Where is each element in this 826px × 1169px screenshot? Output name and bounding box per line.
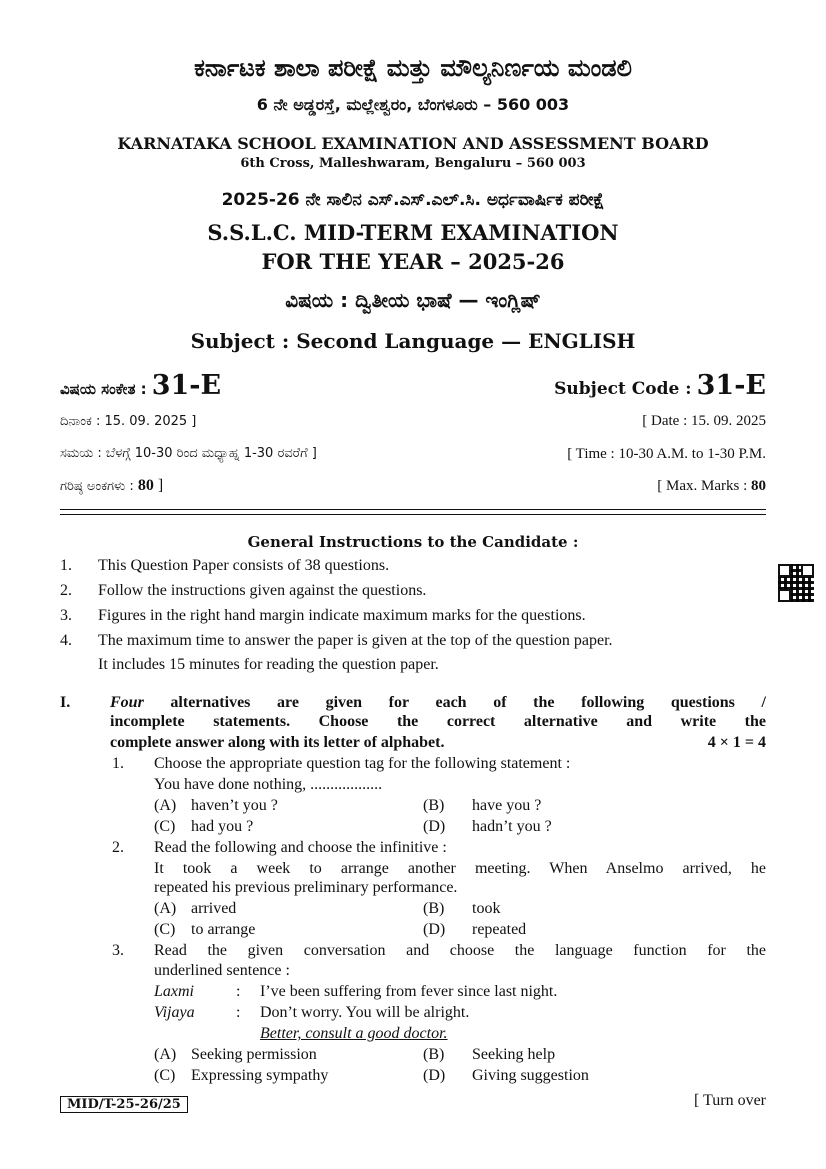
q1-option-b: have you ? <box>472 797 542 814</box>
q1-option-a: haven’t you ? <box>191 797 278 814</box>
turn-over: [ Turn over <box>693 1092 766 1109</box>
q2-option-a-letter: (A) <box>154 900 177 917</box>
board-name-kannada: ಕರ್ನಾಟಕ ಶಾಲಾ ಪರೀಕ್ಷೆ ಮತ್ತು ಮೌಲ್ಯನಿರ್ಣಯ ಮಂಡಲಿ <box>194 54 632 82</box>
q2-option-d-letter: (D) <box>423 921 446 938</box>
max-marks-kannada <box>60 475 163 495</box>
max-marks-kannada-bracket: ] <box>153 477 164 494</box>
q2-number: 2. <box>112 839 124 856</box>
instruction-1-num: 1. <box>60 557 72 574</box>
instruction-2-num: 2. <box>60 582 72 599</box>
q3-option-c-letter: (C) <box>154 1067 176 1084</box>
instruction-4-text: The maximum time to answer the paper is given at the top of the question paper. <box>98 632 613 649</box>
q3-line-laxmi: I’ve been suffering from fever since last night. <box>260 983 558 1000</box>
q2-option-a: arrived <box>191 900 237 917</box>
board-address-english: 6th Cross, Malleshwaram, Bengaluru – 560 003 <box>240 156 586 171</box>
section-heading-line2: incomplete statements. Choose the correct alternative and write the <box>110 713 766 730</box>
q3-option-c: Expressing sympathy <box>191 1067 329 1084</box>
subject-code-english-label: Subject Code : <box>554 379 692 399</box>
q1-option-d: hadn’t you ? <box>472 818 552 835</box>
q2-option-c: to arrange <box>191 921 256 938</box>
section-number: I. <box>60 694 71 711</box>
max-marks-english-value: 80 <box>751 478 766 494</box>
instruction-1-text: This Question Paper consists of 38 questions. <box>98 557 390 574</box>
subject-code-value: 31-E <box>151 370 222 401</box>
q3-option-b: Seeking help <box>472 1046 556 1063</box>
section-heading-line1 <box>110 694 766 712</box>
q3-colon-2: : <box>236 1004 241 1021</box>
q1-option-c: had you ? <box>191 818 254 835</box>
instruction-2-text: Follow the instructions given against the questions. <box>98 582 427 599</box>
instruction-4-continued: It includes 15 minutes for reading the question paper. <box>98 656 439 673</box>
subject-code-kannada <box>60 370 221 401</box>
time-kannada: ಸಮಯ : ಬೆಳಗ್ಗೆ 10-30 ರಿಂದ ಮಧ್ಯಾಹ್ನ 1-30 ರವರೆಗೆ ] <box>60 446 317 461</box>
max-marks-english <box>657 475 766 495</box>
q3-speaker-vijaya: Vijaya <box>154 1004 195 1021</box>
q3-prompt-line1: Read the given conversation and choose the language function for the <box>154 942 766 959</box>
subject-code-value-english: 31-E <box>696 370 766 401</box>
max-marks-kannada-label: ಗರಿಷ್ಠ ಅಂಕಗಳು : <box>60 479 138 494</box>
subject-code-english <box>554 370 766 401</box>
q3-underlined-sentence <box>260 1025 448 1043</box>
q3-option-d-letter: (D) <box>423 1067 446 1084</box>
q3-option-b-letter: (B) <box>423 1046 445 1063</box>
q3-option-d: Giving suggestion <box>472 1067 589 1084</box>
q1-prompt: Choose the appropriate question tag for the following statement : <box>154 755 571 772</box>
date-english: [ Date : 15. 09. 2025 <box>642 413 766 429</box>
instruction-4-num: 4. <box>60 632 72 649</box>
exam-title-kannada: 2025-26 ನೇ ಸಾಲಿನ ಎಸ್.ಎಸ್.ಎಲ್.ಸಿ. ಅರ್ಧವಾರ್ಷಿಕ ಪರೀಕ್ಷೆ <box>221 190 605 210</box>
q1-option-c-letter: (C) <box>154 818 176 835</box>
q3-colon-1: : <box>236 983 241 1000</box>
q2-option-c-letter: (C) <box>154 921 176 938</box>
board-address-kannada: 6 ನೇ ಅಡ್ಡರಸ್ತೆ, ಮಲ್ಲೇಶ್ವರಂ, ಬೆಂಗಳೂರು – 560 003 <box>256 95 570 114</box>
q3-underlined-text: Better, consult a good doctor. <box>260 1025 448 1042</box>
q1-option-a-letter: (A) <box>154 797 177 814</box>
section-marks: 4 × 1 = 4 <box>707 734 766 751</box>
section-heading-italic: Four <box>110 694 144 711</box>
instruction-3-text: Figures in the right hand margin indicate maximum marks for the questions. <box>98 607 586 624</box>
q1-number: 1. <box>112 755 124 772</box>
exam-title-english-line2: FOR THE YEAR – 2025-26 <box>261 249 565 274</box>
q2-option-d: repeated <box>472 921 527 938</box>
section-heading-text1: alternatives are given for each of the following questions / <box>143 694 766 711</box>
max-marks-english-label: [ Max. Marks : <box>657 478 751 494</box>
q3-prompt-line2: underlined sentence : <box>154 962 290 979</box>
q3-option-a: Seeking permission <box>191 1046 317 1063</box>
q1-option-b-letter: (B) <box>423 797 445 814</box>
q3-line-vijaya: Don’t worry. You will be alright. <box>260 1004 470 1021</box>
board-name-english: KARNATAKA SCHOOL EXAMINATION AND ASSESSMENT BOARD <box>117 134 709 153</box>
header-divider-bottom <box>60 514 766 515</box>
q1-stem: You have done nothing, .................. <box>154 776 383 793</box>
qr-code-icon <box>778 564 814 602</box>
time-english: [ Time : 10-30 A.M. to 1-30 P.M. <box>567 446 766 462</box>
q2-option-b-letter: (B) <box>423 900 445 917</box>
section-heading-line3: complete answer along with its letter of alphabet. <box>110 734 445 751</box>
q3-speaker-laxmi: Laxmi <box>154 983 194 1000</box>
q2-stem-line2: repeated his previous preliminary performance. <box>154 879 458 896</box>
q2-stem-line1: It took a week to arrange another meeting. When Anselmo arrived, he <box>154 860 766 877</box>
date-kannada: ದಿನಾಂಕ : 15. 09. 2025 ] <box>60 414 197 429</box>
paper-code: MID/T-25-26/25 <box>60 1096 188 1113</box>
q1-option-d-letter: (D) <box>423 818 446 835</box>
subject-kannada: ವಿಷಯ : ದ್ವಿತೀಯ ಭಾಷೆ — ಇಂಗ್ಲಿಷ್ <box>285 288 541 312</box>
q3-option-a-letter: (A) <box>154 1046 177 1063</box>
subject-code-kannada-label: ವಿಷಯ ಸಂಕೇತ : <box>60 380 147 398</box>
q2-prompt: Read the following and choose the infinitive : <box>154 839 447 856</box>
q2-option-b: took <box>472 900 501 917</box>
max-marks-kannada-value: 80 <box>137 477 154 494</box>
exam-title-english-line1: S.S.L.C. MID-TERM EXAMINATION <box>207 220 619 245</box>
instruction-3-num: 3. <box>60 607 72 624</box>
q3-number: 3. <box>112 942 124 959</box>
instructions-title: General Instructions to the Candidate : <box>247 533 579 551</box>
header-divider-top <box>60 509 766 510</box>
subject-english: Subject : Second Language — ENGLISH <box>190 329 636 353</box>
